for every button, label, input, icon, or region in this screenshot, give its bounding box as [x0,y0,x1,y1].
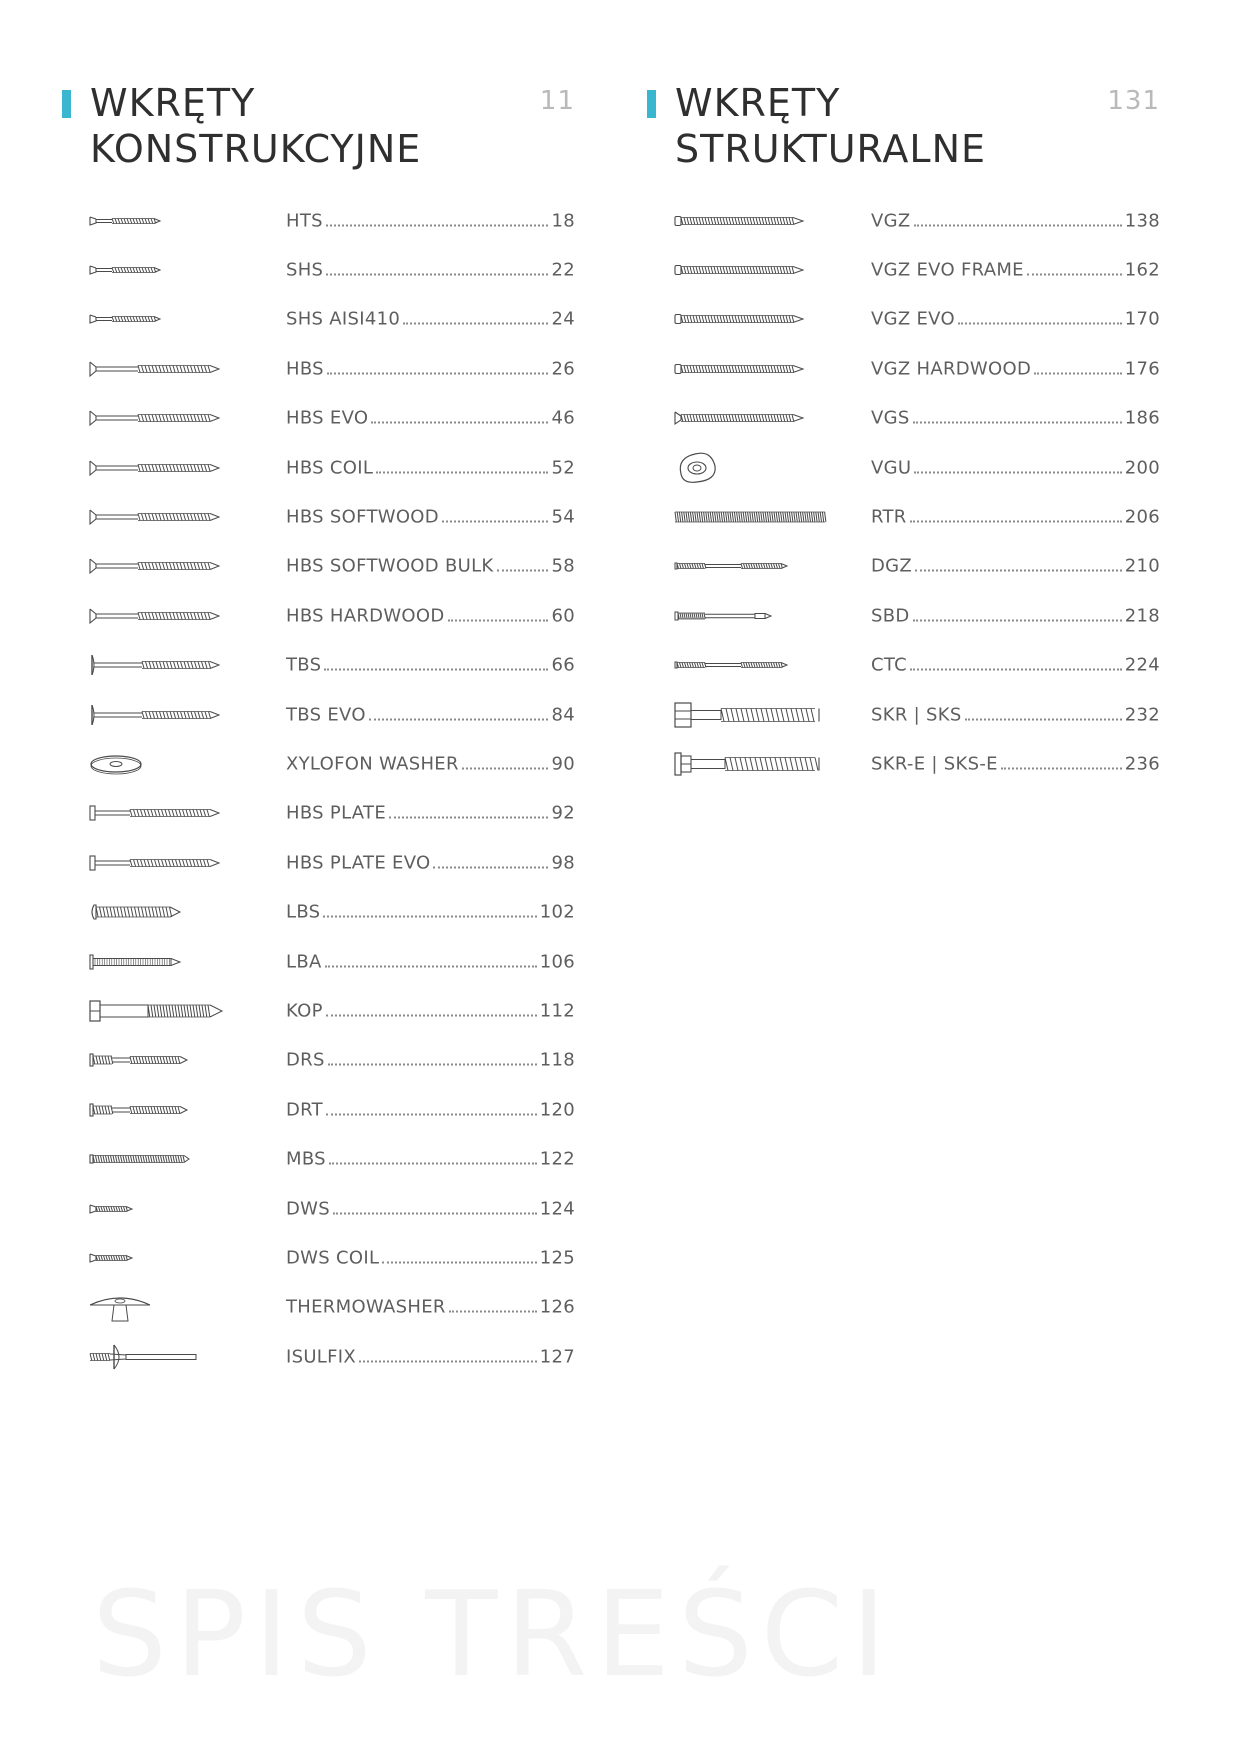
toc-entry-line [871,556,1160,577]
pan-head-screw-icon [90,795,260,831]
toc-entry-line [286,704,575,725]
product-name[interactable]: KOP [286,1000,323,1022]
product-name[interactable]: DWS COIL [286,1247,380,1269]
toc-entry-line [286,260,575,281]
page-number[interactable]: 232 [1124,704,1160,726]
toc-entry[interactable] [60,1233,575,1282]
toc-entry-line [286,556,575,577]
product-name[interactable]: DWS [286,1198,330,1219]
page-number[interactable]: 170 [1124,308,1160,330]
toc-entry-line [286,457,575,478]
section-title [675,80,986,172]
dot-leader [449,1311,537,1313]
dot-leader [913,422,1122,424]
countersunk-partial-thread-screw-icon [90,400,260,436]
toc-entry-line [286,803,575,824]
page-number[interactable]: 18 [551,210,575,232]
page-number[interactable]: 218 [1124,605,1160,627]
page-number[interactable]: 125 [539,1247,575,1269]
product-name[interactable]: HBS EVO [286,407,369,429]
dot-leader [359,1360,537,1362]
section-page-number[interactable]: 131 [1107,86,1160,116]
toc-entry-line [286,753,575,774]
dot-leader [914,224,1122,226]
dot-leader [325,965,537,967]
product-name[interactable]: VGZ EVO FRAME [871,259,1024,281]
drywall-screw-icon [90,1191,260,1227]
product-name[interactable]: LBA [286,951,322,973]
page-number[interactable]: 46 [551,407,575,429]
double-thread-rod-icon [675,548,845,584]
page-number[interactable]: 26 [551,358,575,380]
countersunk-screw-short-icon [90,301,260,337]
dot-leader [326,224,549,226]
page-number[interactable]: 60 [551,605,575,627]
toc-entry-line [871,605,1160,626]
dot-leader [1034,372,1122,374]
inclined-washer-icon [675,450,845,486]
round-head-full-thread-screw-icon [90,894,260,930]
toc-entry-line [286,1346,575,1367]
dot-leader [326,274,548,276]
toc-entry[interactable] [60,196,575,245]
product-name[interactable]: HBS SOFTWOOD BULK [286,555,494,577]
toc-entry[interactable] [60,789,575,838]
toc-entry-line [286,1000,575,1021]
page-number[interactable]: 127 [539,1346,575,1368]
toc-entry[interactable] [60,1283,575,1332]
page-number[interactable]: 24 [551,308,575,330]
product-name[interactable]: LBS [286,901,321,923]
toc-entry-line [286,1247,575,1268]
full-thread-cylinder-head-screw-icon [675,301,845,337]
toc-entry[interactable] [645,344,1160,393]
countersunk-screw-short-icon [90,252,260,288]
dot-leader [1001,767,1122,769]
toc-entry[interactable] [60,492,575,541]
dot-leader [382,1261,536,1263]
section-title-line1: WKRĘTY [90,81,256,125]
toc-entry[interactable] [60,986,575,1035]
ring-nail-icon [90,944,260,980]
washer-icon [90,746,260,782]
countersunk-screw-short-icon [90,203,260,239]
threaded-rod-icon [675,499,845,535]
dot-leader [328,1064,537,1066]
page-number[interactable]: 224 [1124,654,1160,676]
countersunk-partial-thread-screw-icon [90,499,260,535]
toc-entry[interactable] [60,1085,575,1134]
dot-leader [433,866,548,868]
dot-leader [389,817,548,819]
toc-entry-line [286,1198,575,1219]
page-number[interactable]: 106 [539,951,575,973]
product-name[interactable]: DRT [286,1099,323,1121]
page-number[interactable]: 58 [551,555,575,577]
accent-bar [647,90,656,118]
dot-leader [462,767,549,769]
full-thread-countersunk-screw-icon [675,400,845,436]
product-name[interactable]: CTC [871,654,907,676]
hex-concrete-anchor-icon [675,697,845,733]
toc-entry-line [871,358,1160,379]
toc-entry[interactable] [60,542,575,591]
toc-entry[interactable] [60,690,575,739]
dot-leader [326,1113,537,1115]
double-thread-rod-icon [675,647,845,683]
page-number[interactable]: 126 [539,1296,575,1318]
toc-entry[interactable] [60,443,575,492]
insulation-anchor-icon [90,1339,260,1375]
dot-leader [376,471,548,473]
dot-leader [324,669,548,671]
toc-entry-line [286,605,575,626]
toc-entry[interactable] [60,887,575,936]
toc-entry-line [871,210,1160,231]
watermark-title: SPIS TREŚCI [92,1565,894,1703]
dot-leader [371,422,548,424]
dot-leader [1027,274,1122,276]
product-name[interactable]: THERMOWASHER [286,1296,446,1318]
toc-entry[interactable] [645,690,1160,739]
countersunk-partial-thread-screw-icon [90,351,260,387]
toc-entry-line [871,260,1160,281]
page-number[interactable]: 84 [551,704,575,726]
product-name[interactable]: SHS AISI410 [286,308,401,330]
product-name[interactable]: SBD [871,605,910,627]
section-header [60,80,575,196]
page-number[interactable]: 124 [539,1198,575,1219]
toc-entry-line [286,507,575,528]
page-number[interactable]: 112 [539,1000,575,1022]
dot-leader [965,718,1122,720]
page-number[interactable]: 210 [1124,555,1160,577]
dot-leader [442,521,549,523]
self-drilling-dowel-icon [675,598,845,634]
product-name[interactable]: VGU [871,457,912,479]
toc-entry[interactable] [60,1184,575,1233]
dot-leader [329,1163,537,1165]
page-number[interactable]: 176 [1124,358,1160,380]
toc-entry[interactable] [645,245,1160,294]
toc-entry[interactable] [60,344,575,393]
page-number[interactable]: 122 [539,1148,575,1170]
page-number[interactable]: 162 [1124,259,1160,281]
dot-leader [910,669,1122,671]
toc-entry-line [286,408,575,429]
toc-entry-line [871,309,1160,330]
toc-entry[interactable] [645,196,1160,245]
toc-entry-line [871,704,1160,725]
product-name[interactable]: VGS [871,407,910,429]
product-name[interactable]: XYLOFON WASHER [286,753,459,775]
product-name[interactable]: VGZ EVO [871,308,955,330]
product-name[interactable]: VGZ HARDWOOD [871,358,1032,380]
toc-entry[interactable] [645,542,1160,591]
toc-entry[interactable] [60,1134,575,1183]
toc-entry-line [286,951,575,972]
section-page-number[interactable]: 11 [539,86,575,116]
dot-leader [448,619,549,621]
page-number[interactable]: 52 [551,457,575,479]
dot-leader [326,1014,537,1016]
countersunk-partial-thread-screw-icon [90,450,260,486]
full-thread-cylinder-head-screw-icon [675,252,845,288]
product-name[interactable]: TBS [286,654,322,676]
toc-entry[interactable] [60,641,575,690]
toc-entry-line [286,210,575,231]
dot-leader [323,916,536,918]
page-number[interactable]: 102 [539,901,575,923]
product-name[interactable]: VGZ [871,210,911,232]
section-strukturalne [645,80,1160,775]
pan-head-screw-icon [90,845,260,881]
toc-entry-line [286,1099,575,1120]
toc-entry[interactable] [645,443,1160,492]
page-number[interactable]: 92 [551,802,575,824]
double-thread-screw-icon [90,1042,260,1078]
product-name[interactable]: DGZ [871,555,913,577]
dot-leader [403,323,548,325]
toc-entry[interactable] [60,838,575,887]
page-number[interactable]: 206 [1124,506,1160,528]
page-number[interactable]: 138 [1124,210,1160,232]
section-title-line1: WKRĘTY [675,81,841,125]
countersunk-partial-thread-screw-icon [90,598,260,634]
flange-head-screw-icon [90,647,260,683]
toc-entry-line [286,655,575,676]
page-number[interactable]: 98 [551,852,575,874]
toc-entry-line [286,309,575,330]
thermowasher-icon [90,1289,260,1325]
full-thread-cylinder-head-screw-icon [675,203,845,239]
toc-entry[interactable] [60,739,575,788]
dot-leader [327,372,549,374]
toc-entry[interactable] [645,295,1160,344]
toc-entry-line [871,457,1160,478]
toc-entry[interactable] [60,245,575,294]
product-name[interactable]: DRS [286,1049,325,1071]
product-name[interactable]: HBS PLATE [286,802,386,824]
product-name[interactable]: MBS [286,1148,326,1170]
dot-leader [333,1212,537,1214]
toc-entry-line [871,655,1160,676]
toc-entry-line [871,408,1160,429]
masonry-screw-icon [90,1141,260,1177]
page-number[interactable]: 54 [551,506,575,528]
product-name[interactable]: HBS PLATE EVO [286,852,431,874]
product-name[interactable]: SHS [286,259,324,281]
product-name[interactable]: SKR-E | SKS-E [871,753,998,775]
product-name[interactable]: HBS SOFTWOOD [286,506,439,528]
countersunk-partial-thread-screw-icon [90,548,260,584]
section-konstrukcyjne [60,80,575,1368]
product-name[interactable]: SKR | SKS [871,704,962,726]
toc-entry-line [286,358,575,379]
section-header [645,80,1160,196]
toc-entry[interactable] [645,492,1160,541]
page-number[interactable]: 120 [539,1099,575,1121]
toc-entry[interactable] [60,394,575,443]
dot-leader [913,619,1122,621]
hex-head-coach-screw-icon [90,993,260,1029]
dot-leader [369,718,549,720]
toc-entry[interactable] [645,591,1160,640]
toc-entry[interactable] [60,1036,575,1085]
double-thread-screw-icon [90,1092,260,1128]
full-thread-cylinder-head-screw-icon [675,351,845,387]
page-number[interactable]: 90 [551,753,575,775]
product-name[interactable]: ISULFIX [286,1346,357,1368]
toc-entry-line [286,902,575,923]
dot-leader [915,570,1122,572]
section-title-line2: KONSTRUKCYJNE [90,127,422,171]
product-name[interactable]: HBS [286,358,324,380]
toc-entry[interactable] [645,394,1160,443]
toc-entry-line [286,1149,575,1170]
toc-entry-line [286,1297,575,1318]
page-number[interactable]: 118 [539,1049,575,1071]
toc-entry-line [286,852,575,873]
flange-hex-concrete-anchor-icon [675,746,845,782]
toc-list [60,196,575,1381]
toc-entry-line [871,753,1160,774]
section-title-line2: STRUKTURALNE [675,127,987,171]
drywall-screw-icon [90,1240,260,1276]
dot-leader [497,570,549,572]
toc-entry-line [871,507,1160,528]
dot-leader [958,323,1122,325]
dot-leader [914,471,1121,473]
section-title [90,80,421,172]
product-name[interactable]: HBS HARDWOOD [286,605,445,627]
page-number[interactable]: 186 [1124,407,1160,429]
page-number[interactable]: 236 [1124,753,1160,775]
toc-entry[interactable] [60,1332,575,1381]
dot-leader [910,521,1122,523]
toc-entry[interactable] [60,295,575,344]
product-name[interactable]: HTS [286,210,323,232]
accent-bar [62,90,71,118]
toc-entry[interactable] [60,591,575,640]
toc-list [645,196,1160,789]
product-name[interactable]: RTR [871,506,907,528]
page-number[interactable]: 22 [551,259,575,281]
product-name[interactable]: TBS EVO [286,704,366,726]
page-number[interactable]: 66 [551,654,575,676]
toc-entry[interactable] [645,739,1160,788]
toc-entry[interactable] [645,641,1160,690]
product-name[interactable]: HBS COIL [286,457,374,479]
toc-entry-line [286,1050,575,1071]
flange-head-screw-icon [90,697,260,733]
toc-entry[interactable] [60,937,575,986]
page-number[interactable]: 200 [1124,457,1160,479]
